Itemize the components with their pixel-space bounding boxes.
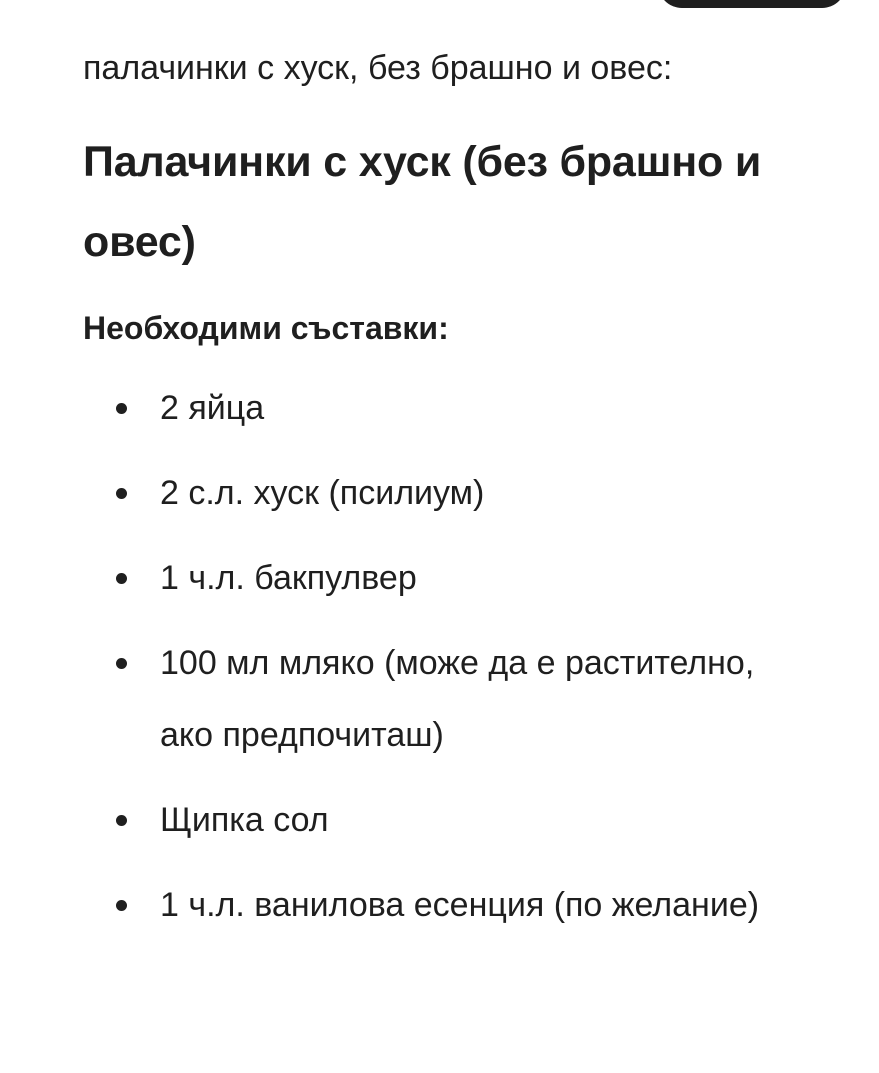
bullet-icon <box>116 658 127 669</box>
top-action-button[interactable] <box>658 0 846 8</box>
ingredient-item <box>83 542 843 614</box>
bullet-icon <box>116 403 127 414</box>
chat-message-content <box>83 40 843 954</box>
ingredient-text: Щипка сол <box>160 801 329 839</box>
bullet-icon <box>116 815 127 826</box>
ingredient-item <box>83 784 843 856</box>
bullet-icon <box>116 488 127 499</box>
recipe-title: Палачинки с хуск (без брашно и овес) <box>83 138 762 266</box>
bullet-icon <box>116 900 127 911</box>
ingredient-text: 2 с.л. хуск (псилиум) <box>160 474 485 512</box>
ingredient-text: 1 ч.л. ванилова есенция (по желание) <box>160 886 760 924</box>
intro-text: палачинки с хуск, без брашно и овес: <box>83 49 673 87</box>
ingredient-item <box>83 372 843 444</box>
ingredient-item <box>83 869 780 941</box>
ingredients-heading: Необходими съставки: <box>83 310 449 346</box>
ingredient-item <box>83 457 843 529</box>
ingredient-text: 1 ч.л. бакпулвер <box>160 559 417 597</box>
ingredient-item <box>83 627 780 771</box>
ingredients-list <box>83 372 843 941</box>
bullet-icon <box>116 573 127 584</box>
ingredient-text: 2 яйца <box>160 389 265 427</box>
ingredient-text: 100 мл мляко (може да е растително, ако предпочиташ) <box>160 644 755 754</box>
